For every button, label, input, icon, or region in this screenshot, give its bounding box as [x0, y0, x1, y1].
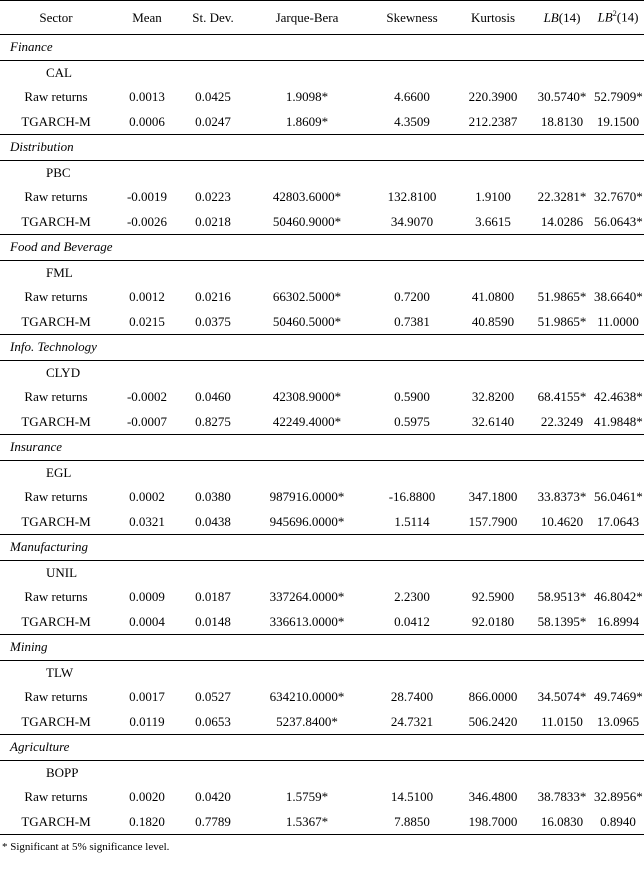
cell-jb: 50460.5000*: [244, 310, 370, 335]
cell-jb: 66302.5000*: [272, 289, 342, 305]
cell-lb2: 0.8940: [592, 810, 644, 835]
sector-name: Mining: [0, 635, 644, 661]
row-label: TGARCH-M: [0, 110, 112, 135]
row-label: TGARCH-M: [0, 310, 112, 335]
cell-kurt: 41.0800: [471, 289, 515, 305]
cell-jb: 634210.0000*: [269, 689, 345, 705]
cell-mean: 0.0321: [112, 510, 182, 535]
cell-lb: 11.0150: [532, 710, 592, 735]
cell-skew: 24.7321: [370, 710, 454, 735]
company-row: [0, 360, 644, 385]
header-stdev: St. Dev.: [182, 1, 244, 35]
cell-mean: -0.0007: [112, 410, 182, 435]
cell-lb: 18.8130: [532, 110, 592, 135]
sector-row: [0, 135, 644, 161]
company-row: [0, 560, 644, 585]
cell-jb: 5237.8400*: [244, 710, 370, 735]
cell-kurt: 220.3900: [468, 89, 518, 105]
sector-row: [0, 635, 644, 661]
cell-skew: 0.7200: [394, 289, 430, 305]
header-lb-main: LB: [543, 9, 559, 25]
cell-mean: 0.0012: [129, 289, 165, 305]
row-label: TGARCH-M: [0, 210, 112, 235]
header-lb2-main: LB: [597, 9, 613, 25]
cell-stdev: 0.0216: [195, 289, 231, 305]
cell-skew: 28.7400: [390, 689, 434, 705]
cell-lb: 58.9513*: [537, 589, 587, 605]
cell-kurt: 92.0180: [454, 610, 532, 635]
cell-lb2: 13.0965: [592, 710, 644, 735]
cell-lb2: 42.4638*: [594, 389, 643, 405]
cell-lb: 14.0286: [532, 210, 592, 235]
cell-lb: 33.8373*: [537, 489, 587, 505]
company-name: FML: [46, 264, 73, 280]
cell-jb: 1.5759*: [285, 789, 329, 805]
cell-lb2: 41.9848*: [592, 410, 644, 435]
cell-mean: 0.0119: [112, 710, 182, 735]
company-row: [0, 660, 644, 685]
cell-mean: 0.0013: [129, 89, 165, 105]
cell-kurt: 32.8200: [471, 389, 515, 405]
sector-name: Distribution: [0, 135, 644, 161]
cell-lb2: 32.7670*: [594, 189, 643, 205]
cell-skew: 0.7381: [370, 310, 454, 335]
company-name: CLYD: [46, 364, 81, 380]
table-row: [0, 710, 644, 735]
row-label: Raw returns: [24, 789, 88, 805]
header-mean: Mean: [112, 1, 182, 35]
cell-stdev: 0.0223: [195, 189, 231, 205]
cell-lb2: 32.8956*: [594, 789, 643, 805]
cell-stdev: 0.0380: [195, 489, 231, 505]
cell-skew: 132.8100: [387, 189, 437, 205]
cell-mean: 0.0009: [129, 589, 165, 605]
cell-jb: 1.5367*: [244, 810, 370, 835]
cell-skew: 34.9070: [370, 210, 454, 235]
cell-jb: 337264.0000*: [269, 589, 345, 605]
header-lb2-sup: 2: [612, 9, 617, 19]
cell-jb: 1.9098*: [285, 89, 329, 105]
cell-skew: 2.2300: [394, 589, 430, 605]
cell-stdev: 0.0148: [182, 610, 244, 635]
cell-stdev: 0.0420: [195, 789, 231, 805]
cell-skew: 14.5100: [390, 789, 434, 805]
table-row: [0, 785, 644, 810]
header-kurtosis: Kurtosis: [454, 1, 532, 35]
row-label: TGARCH-M: [0, 410, 112, 435]
cell-jb: 50460.9000*: [244, 210, 370, 235]
cell-lb2: 16.8994: [592, 610, 644, 635]
cell-stdev: 0.0653: [182, 710, 244, 735]
cell-lb: 38.7833*: [537, 789, 587, 805]
cell-stdev: 0.0438: [182, 510, 244, 535]
cell-skew: 4.3509: [370, 110, 454, 135]
header-lb2-arg: (14): [616, 9, 639, 25]
cell-jb: 336613.0000*: [244, 610, 370, 635]
company-row: [0, 60, 644, 85]
cell-jb: 42249.4000*: [244, 410, 370, 435]
sector-row: [0, 535, 644, 561]
cell-skew: 0.0412: [370, 610, 454, 635]
cell-mean: -0.0019: [126, 189, 168, 205]
table-row: [0, 685, 644, 710]
cell-stdev: 0.8275: [182, 410, 244, 435]
cell-kurt: 32.6140: [454, 410, 532, 435]
cell-lb: 22.3249: [532, 410, 592, 435]
company-name: CAL: [46, 64, 72, 80]
cell-mean: -0.0026: [112, 210, 182, 235]
cell-lb2: 19.1500: [592, 110, 644, 135]
sector-row: [0, 35, 644, 61]
sector-name: Agriculture: [0, 735, 644, 761]
cell-jb: 42308.9000*: [272, 389, 342, 405]
sector-name: Finance: [0, 35, 644, 61]
table-row: [0, 810, 644, 835]
header-sector: Sector: [0, 1, 112, 35]
row-label: TGARCH-M: [0, 810, 112, 835]
company-name: BOPP: [46, 764, 79, 780]
sector-row: [0, 435, 644, 461]
cell-lb2: 11.0000: [592, 310, 644, 335]
row-label: Raw returns: [24, 589, 88, 605]
cell-stdev: 0.0460: [195, 389, 231, 405]
cell-jb: 42803.6000*: [272, 189, 342, 205]
footnote: * Significant at 5% significance level.: [2, 841, 170, 853]
cell-lb2: 52.7909*: [594, 89, 643, 105]
cell-kurt: 157.7900: [454, 510, 532, 535]
cell-stdev: 0.0218: [182, 210, 244, 235]
sector-name: Insurance: [0, 435, 644, 461]
row-label: Raw returns: [24, 389, 88, 405]
cell-lb2: 56.0461*: [594, 489, 643, 505]
cell-kurt: 1.9100: [475, 189, 511, 205]
table-row: [0, 385, 644, 410]
cell-stdev: 0.0247: [182, 110, 244, 135]
cell-lb: 58.1395*: [532, 610, 592, 635]
table-row: [0, 110, 644, 135]
cell-stdev: 0.0187: [195, 589, 231, 605]
header-lb: [532, 1, 592, 35]
cell-lb2: 49.7469*: [594, 689, 643, 705]
header-jarque-bera: Jarque-Bera: [244, 1, 370, 35]
cell-mean: 0.1820: [112, 810, 182, 835]
cell-lb: 22.3281*: [537, 189, 587, 205]
sector-row: [0, 235, 644, 261]
table-row: [0, 585, 644, 610]
sector-row: [0, 335, 644, 361]
cell-lb: 30.5740*: [537, 89, 587, 105]
cell-skew: 0.5975: [370, 410, 454, 435]
cell-mean: 0.0004: [112, 610, 182, 635]
company-name: UNIL: [46, 564, 78, 580]
cell-kurt: 347.1800: [468, 489, 518, 505]
table-row: [0, 410, 644, 435]
cell-kurt: 40.8590: [454, 310, 532, 335]
cell-skew: 4.6600: [394, 89, 430, 105]
cell-lb: 16.0830: [532, 810, 592, 835]
cell-mean: -0.0002: [126, 389, 168, 405]
cell-kurt: 3.6615: [454, 210, 532, 235]
cell-kurt: 506.2420: [454, 710, 532, 735]
cell-skew: 1.5114: [370, 510, 454, 535]
cell-stdev: 0.0375: [182, 310, 244, 335]
company-row: [0, 160, 644, 185]
row-label: Raw returns: [24, 689, 88, 705]
cell-mean: 0.0020: [129, 789, 165, 805]
cell-mean: 0.0215: [112, 310, 182, 335]
cell-stdev: 0.7789: [182, 810, 244, 835]
cell-mean: 0.0017: [129, 689, 165, 705]
cell-stdev: 0.0425: [195, 89, 231, 105]
cell-lb: 68.4155*: [537, 389, 587, 405]
company-name: PBC: [46, 164, 71, 180]
cell-kurt: 212.2387: [454, 110, 532, 135]
row-label: Raw returns: [24, 89, 88, 105]
cell-lb2: 56.0643*: [592, 210, 644, 235]
header-lb2: [592, 1, 644, 35]
sector-row: [0, 735, 644, 761]
table-row: [0, 485, 644, 510]
cell-lb2: 46.8042*: [594, 589, 643, 605]
table-row: [0, 210, 644, 235]
cell-kurt: 198.7000: [454, 810, 532, 835]
cell-skew: -16.8800: [388, 489, 436, 505]
row-label: Raw returns: [24, 189, 88, 205]
cell-lb: 51.9865*: [532, 310, 592, 335]
cell-lb: 34.5074*: [537, 689, 587, 705]
header-lb-arg: (14): [558, 9, 581, 25]
table-row: [0, 310, 644, 335]
cell-skew: 7.8850: [370, 810, 454, 835]
cell-lb: 10.4620: [532, 510, 592, 535]
company-name: TLW: [46, 664, 74, 680]
company-row: [0, 760, 644, 785]
cell-jb: 945696.0000*: [244, 510, 370, 535]
row-label: TGARCH-M: [0, 710, 112, 735]
cell-mean: 0.0006: [112, 110, 182, 135]
company-row: [0, 460, 644, 485]
cell-skew: 0.5900: [394, 389, 430, 405]
header-skewness: Skewness: [370, 1, 454, 35]
cell-jb: 1.8609*: [244, 110, 370, 135]
cell-lb2: 38.6640*: [594, 289, 643, 305]
table-row: [0, 510, 644, 535]
row-label: Raw returns: [24, 289, 88, 305]
table-row: [0, 185, 644, 210]
cell-lb: 51.9865*: [537, 289, 587, 305]
cell-kurt: 866.0000: [468, 689, 518, 705]
table-body: [0, 35, 644, 835]
cell-kurt: 92.5900: [471, 589, 515, 605]
sector-name: Food and Beverage: [0, 235, 644, 261]
sector-name: Info. Technology: [0, 335, 644, 361]
cell-mean: 0.0002: [129, 489, 165, 505]
company-name: EGL: [46, 464, 72, 480]
company-row: [0, 260, 644, 285]
sector-name: Manufacturing: [0, 535, 644, 561]
cell-jb: 987916.0000*: [269, 489, 345, 505]
cell-kurt: 346.4800: [468, 789, 518, 805]
row-label: TGARCH-M: [0, 610, 112, 635]
table-row: [0, 285, 644, 310]
row-label: Raw returns: [24, 489, 88, 505]
cell-stdev: 0.0527: [195, 689, 231, 705]
row-label: TGARCH-M: [0, 510, 112, 535]
table-row: [0, 85, 644, 110]
table-row: [0, 610, 644, 635]
header-row: [0, 1, 644, 35]
cell-lb2: 17.0643: [592, 510, 644, 535]
